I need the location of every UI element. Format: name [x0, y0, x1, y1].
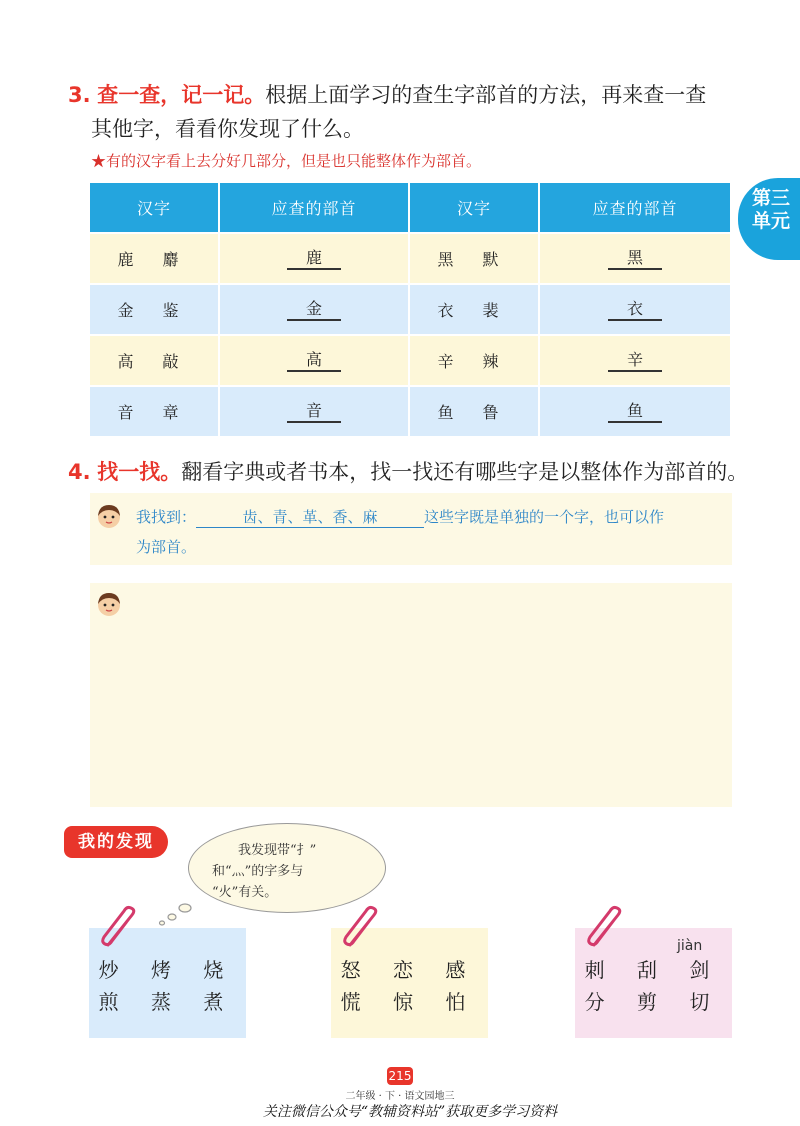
- radical-answer: 衣: [608, 299, 662, 321]
- paperclip-icon: [582, 905, 630, 953]
- bubble-line1: 我发现带“扌”: [238, 843, 317, 858]
- answer-prefix: 我找到：: [136, 508, 197, 526]
- question-3-line2: 其他字，看看你发现了什么。: [91, 117, 364, 141]
- table-cell-radical: [540, 336, 730, 387]
- table-cell-radical: [540, 285, 730, 336]
- question-3-note: ★有的汉字看上去分好几部分，但是也只能整体作为部首。: [91, 152, 482, 170]
- bubble-line2: 和“灬”的字多与: [212, 864, 304, 879]
- card-line: 慌 惊 怕: [340, 990, 479, 1014]
- child-avatar-icon: [96, 503, 122, 529]
- answer-box-2: [90, 583, 732, 807]
- radical-table: [90, 183, 730, 438]
- question-4-number: 4.: [68, 460, 91, 484]
- paperclip-icon: [338, 905, 386, 953]
- table-row: [90, 336, 730, 387]
- answer-fill: 齿、青、革、香、麻: [196, 506, 424, 528]
- question-3-number: 3.: [68, 83, 91, 107]
- table-cell-radical: [220, 234, 410, 285]
- discovery-label: 我的发现: [64, 826, 168, 858]
- card-line: 怒 恋 感: [340, 958, 479, 982]
- question-4-line: [68, 455, 748, 489]
- radical-answer: 鹿: [287, 248, 341, 270]
- question-4-text: 翻看字典或者书本，找一找还有哪些字是以整体作为部首的。: [181, 460, 749, 484]
- footer-watermark: 关注微信公众号“教辅资料站”获取更多学习资料: [262, 1104, 558, 1120]
- table-header-cell: 汉字: [90, 183, 220, 234]
- question-3-line1: [68, 78, 706, 112]
- paperclip-icon: [96, 905, 144, 953]
- card-line: 刺 刮 剑: [584, 958, 723, 982]
- table-cell-chars: 音 章: [90, 387, 220, 438]
- radical-answer: 高: [287, 350, 341, 372]
- table-cell-radical: [540, 387, 730, 438]
- question-3-text: 根据上面学习的查生字部首的方法，再来查一查: [265, 83, 707, 107]
- table-cell-chars: 高 敲: [90, 336, 220, 387]
- table-header-row: [90, 183, 730, 234]
- card-line: 煎 蒸 煮: [98, 990, 237, 1014]
- question-4-title: 找一找。: [97, 459, 182, 484]
- answer-line2: 为部首。: [136, 538, 197, 556]
- question-3-title: 查一查，记一记。: [97, 82, 266, 107]
- card-line: 分 剪 切: [584, 990, 723, 1014]
- table-cell-chars: 黑 默: [410, 234, 540, 285]
- child-avatar-icon: [96, 591, 122, 617]
- unit-tab-line1: 第三: [752, 187, 791, 209]
- table-cell-radical: [220, 387, 410, 438]
- card-line: 炒 烤 烧: [98, 958, 237, 982]
- table-cell-chars: 鹿 麝: [90, 234, 220, 285]
- footer-subtitle: 二年级 · 下 · 语文园地三: [345, 1091, 455, 1102]
- bubble-text: [212, 840, 372, 903]
- radical-answer: 金: [287, 299, 341, 321]
- radical-answer: 音: [287, 401, 341, 423]
- bubble-line3: “火”有关。: [212, 885, 278, 900]
- table-cell-radical: [220, 285, 410, 336]
- radical-answer: 鱼: [608, 401, 662, 423]
- answer-suffix: 这些字既是单独的一个字，也可以作: [424, 508, 665, 526]
- radical-answer: 辛: [608, 350, 662, 372]
- pinyin-annotation: jiàn: [677, 938, 703, 954]
- page-number: 215: [388, 1069, 412, 1083]
- unit-tab-line2: 单元: [752, 210, 791, 232]
- table-cell-chars: 鱼 鲁: [410, 387, 540, 438]
- table-row: [90, 234, 730, 285]
- table-row: [90, 387, 730, 438]
- answer-line: [136, 506, 664, 528]
- radical-answer: 黑: [608, 248, 662, 270]
- unit-tab: [738, 178, 800, 260]
- table-cell-chars: 辛 辣: [410, 336, 540, 387]
- table-cell-chars: 金 鉴: [90, 285, 220, 336]
- table-header-cell: 应查的部首: [220, 183, 410, 234]
- table-row: [90, 285, 730, 336]
- table-header-cell: 汉字: [410, 183, 540, 234]
- table-cell-radical: [220, 336, 410, 387]
- table-header-cell: 应查的部首: [540, 183, 730, 234]
- thought-bubble-tail-icon: [155, 898, 195, 928]
- table-cell-chars: 衣 裴: [410, 285, 540, 336]
- table-cell-radical: [540, 234, 730, 285]
